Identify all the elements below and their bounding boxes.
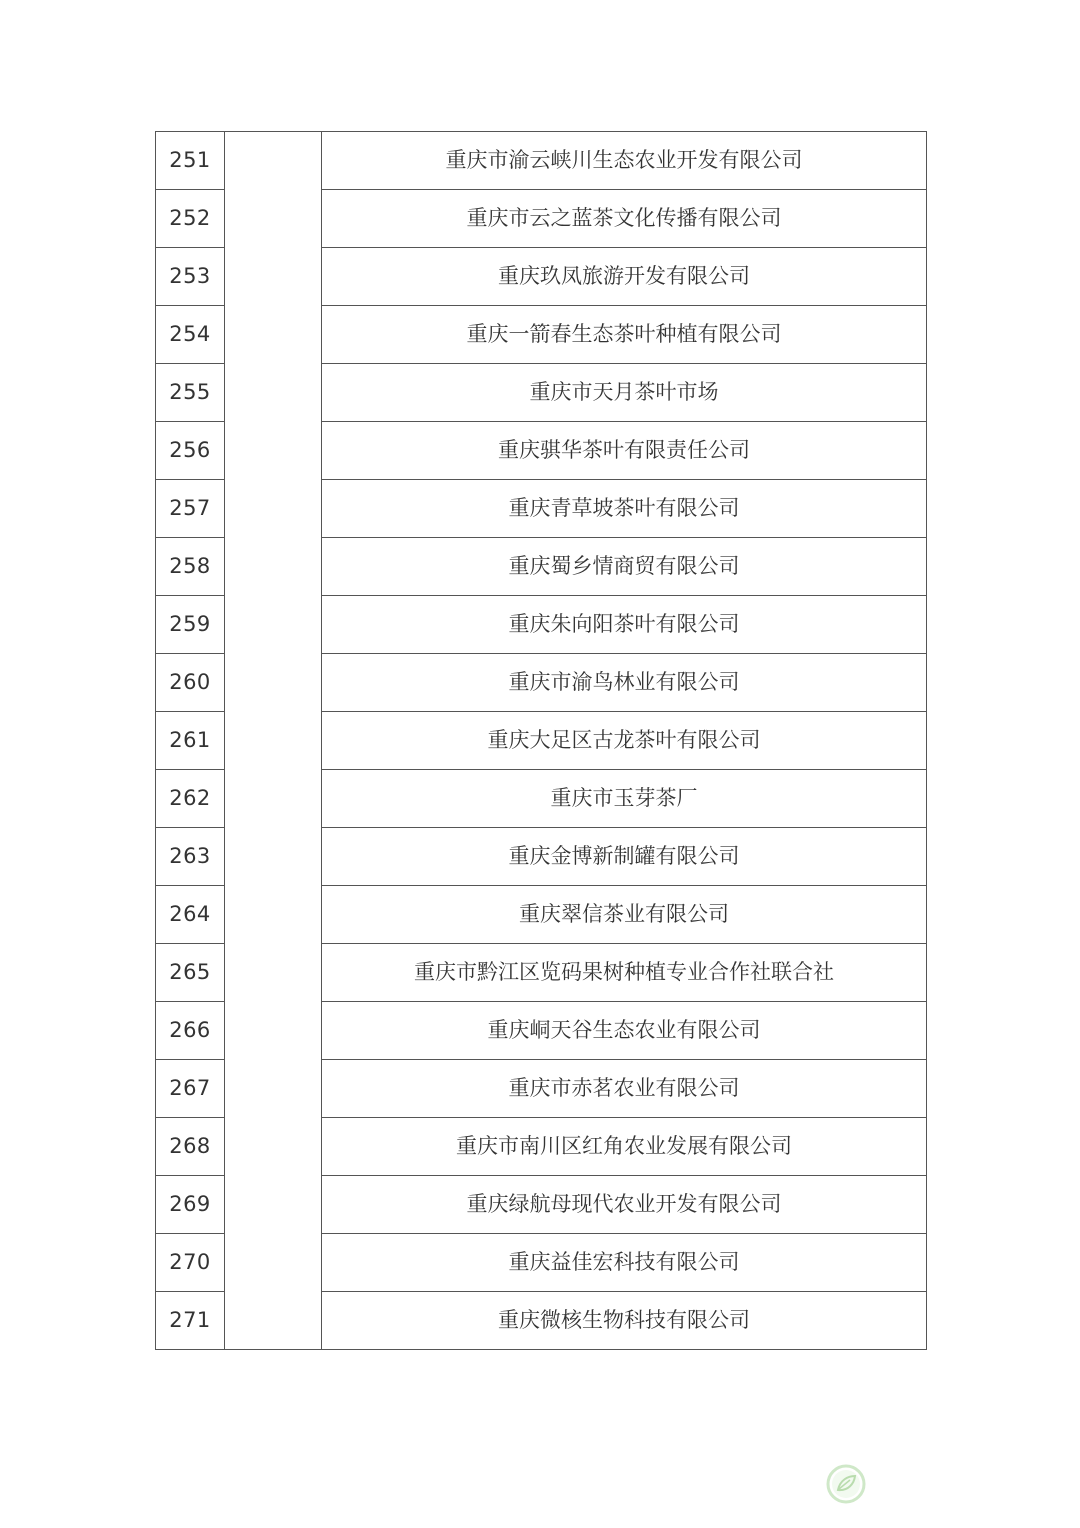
company-name: 重庆峒天谷生态农业有限公司 [322,1002,927,1060]
row-number: 270 [156,1234,225,1292]
company-name: 重庆骐华茶叶有限责任公司 [322,422,927,480]
company-name: 重庆一箭春生态茶叶种植有限公司 [322,306,927,364]
row-number: 264 [156,886,225,944]
row-number: 271 [156,1292,225,1350]
row-number: 265 [156,944,225,1002]
company-name: 重庆微核生物科技有限公司 [322,1292,927,1350]
row-number: 266 [156,1002,225,1060]
row-number: 251 [156,132,225,190]
row-number: 262 [156,770,225,828]
company-name: 重庆绿航母现代农业开发有限公司 [322,1176,927,1234]
company-name: 重庆市天月茶叶市场 [322,364,927,422]
category-cell [225,132,322,1350]
company-name: 重庆蜀乡情商贸有限公司 [322,538,927,596]
company-name: 重庆市玉芽茶厂 [322,770,927,828]
company-name: 重庆青草坡茶叶有限公司 [322,480,927,538]
row-number: 258 [156,538,225,596]
company-name: 重庆益佳宏科技有限公司 [322,1234,927,1292]
company-name: 重庆市渝云峡川生态农业开发有限公司 [322,132,927,190]
company-name: 重庆大足区古龙茶叶有限公司 [322,712,927,770]
company-name: 重庆玖凤旅游开发有限公司 [322,248,927,306]
row-number: 256 [156,422,225,480]
company-name: 重庆市赤茗农业有限公司 [322,1060,927,1118]
row-number: 261 [156,712,225,770]
row-number: 263 [156,828,225,886]
company-name: 重庆金博新制罐有限公司 [322,828,927,886]
row-number: 269 [156,1176,225,1234]
company-name: 重庆市云之蓝茶文化传播有限公司 [322,190,927,248]
company-name: 重庆翠信茶业有限公司 [322,886,927,944]
row-number: 252 [156,190,225,248]
row-number: 255 [156,364,225,422]
company-list-table [155,131,927,1350]
table-row [156,132,927,190]
row-number: 260 [156,654,225,712]
row-number: 268 [156,1118,225,1176]
company-name: 重庆市南川区红角农业发展有限公司 [322,1118,927,1176]
row-number: 259 [156,596,225,654]
company-name: 重庆市渝鸟林业有限公司 [322,654,927,712]
row-number: 254 [156,306,225,364]
row-number: 257 [156,480,225,538]
row-number: 267 [156,1060,225,1118]
row-number: 253 [156,248,225,306]
table-body [156,132,927,1350]
company-name: 重庆市黔江区览码果树种植专业合作社联合社 [322,944,927,1002]
leaf-logo-icon [826,1464,866,1504]
company-name: 重庆朱向阳茶叶有限公司 [322,596,927,654]
